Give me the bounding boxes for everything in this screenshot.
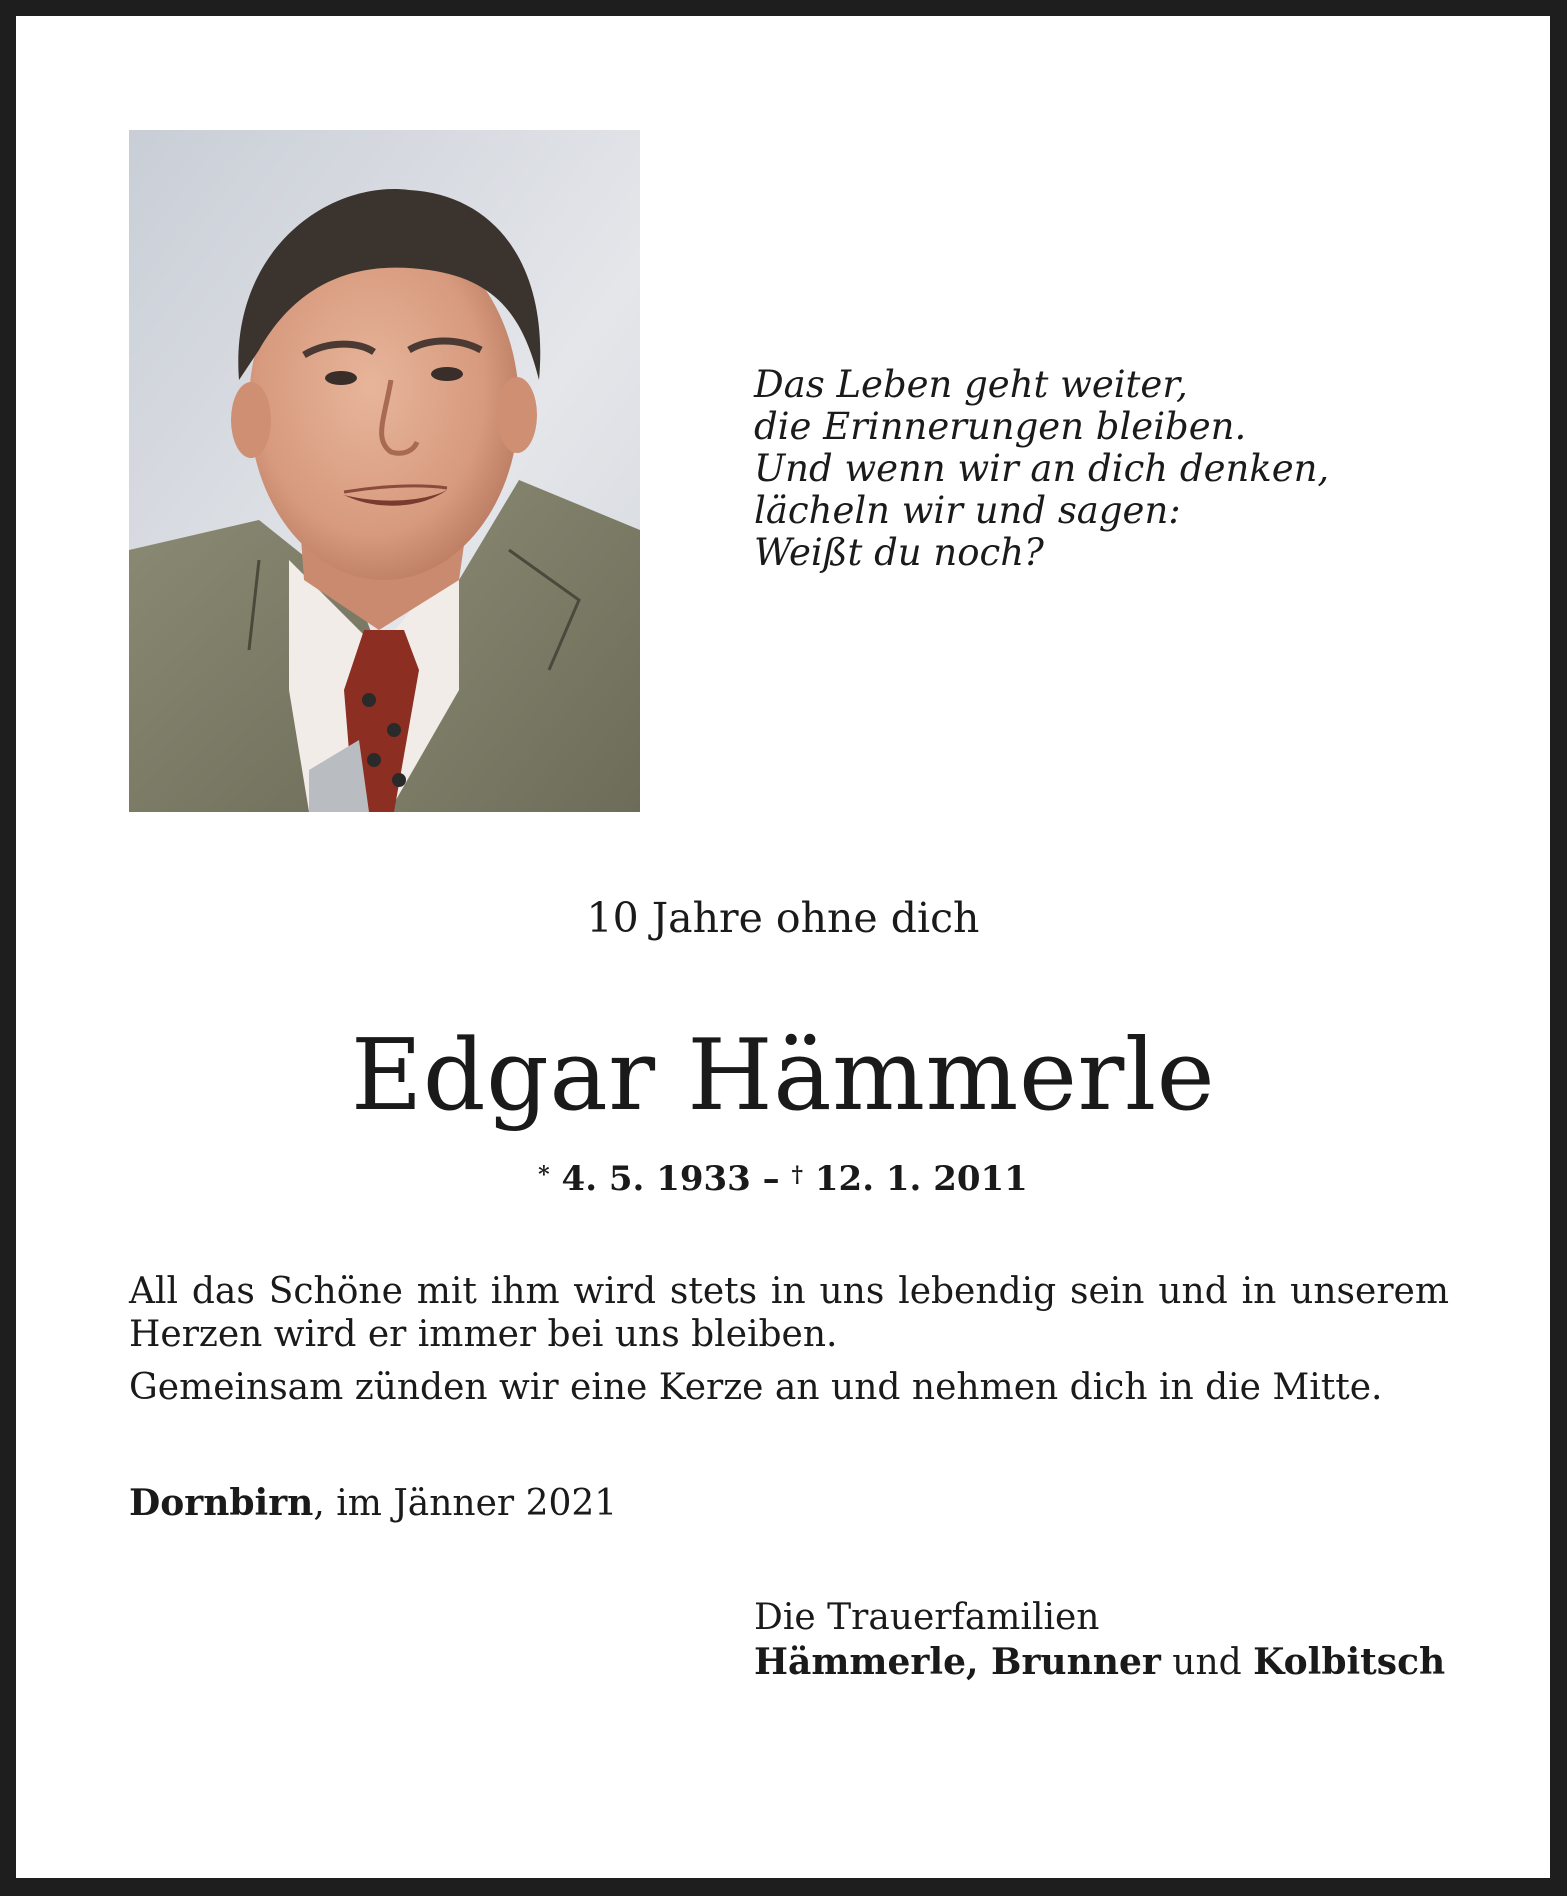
portrait-photo bbox=[129, 130, 640, 812]
date-separator: – bbox=[750, 1159, 792, 1199]
deceased-name: Edgar Hämmerle bbox=[350, 1019, 1216, 1133]
obituary-page bbox=[16, 16, 1550, 1878]
place-name: Dornbirn bbox=[129, 1482, 314, 1524]
family-name-secondary: Kolbitsch bbox=[1253, 1641, 1446, 1683]
signature-intro: Die Trauerfamilien bbox=[754, 1597, 1100, 1638]
memorial-paragraph: All das Schöne mit ihm wird stets in uns lebendig sein und in unserem Herzen wird er immer bei uns bleiben. bbox=[129, 1271, 1449, 1355]
anniversary-heading: 10 Jahre ohne dich bbox=[586, 894, 980, 942]
portrait-illustration bbox=[129, 130, 640, 812]
death-date: 12. 1. 2011 bbox=[814, 1159, 1028, 1199]
poem-line: Das Leben geht weiter, bbox=[754, 363, 1188, 406]
poem-line: die Erinnerungen bleiben. bbox=[754, 405, 1247, 448]
memorial-paragraph: Gemeinsam zünden wir eine Kerze an und nehmen dich in die Mitte. bbox=[129, 1367, 1383, 1408]
signature-block bbox=[754, 1595, 1445, 1685]
death-symbol: † bbox=[791, 1162, 804, 1188]
birth-symbol: * bbox=[538, 1162, 550, 1188]
memorial-text bbox=[129, 1270, 1449, 1409]
family-conjunction: und bbox=[1160, 1642, 1254, 1683]
life-dates bbox=[16, 1157, 1550, 1201]
memorial-poem bbox=[754, 364, 1374, 574]
poem-line: lächeln wir und sagen: bbox=[754, 489, 1181, 532]
poem-line: Weißt du noch? bbox=[754, 531, 1044, 574]
date-text: , im Jänner 2021 bbox=[313, 1483, 618, 1524]
family-name-primary: Hämmerle, Brunner bbox=[754, 1641, 1161, 1683]
birth-date: 4. 5. 1933 bbox=[561, 1159, 751, 1199]
place-and-date bbox=[129, 1481, 617, 1526]
poem-line: Und wenn wir an dich denken, bbox=[754, 447, 1330, 490]
family-names bbox=[754, 1640, 1445, 1685]
